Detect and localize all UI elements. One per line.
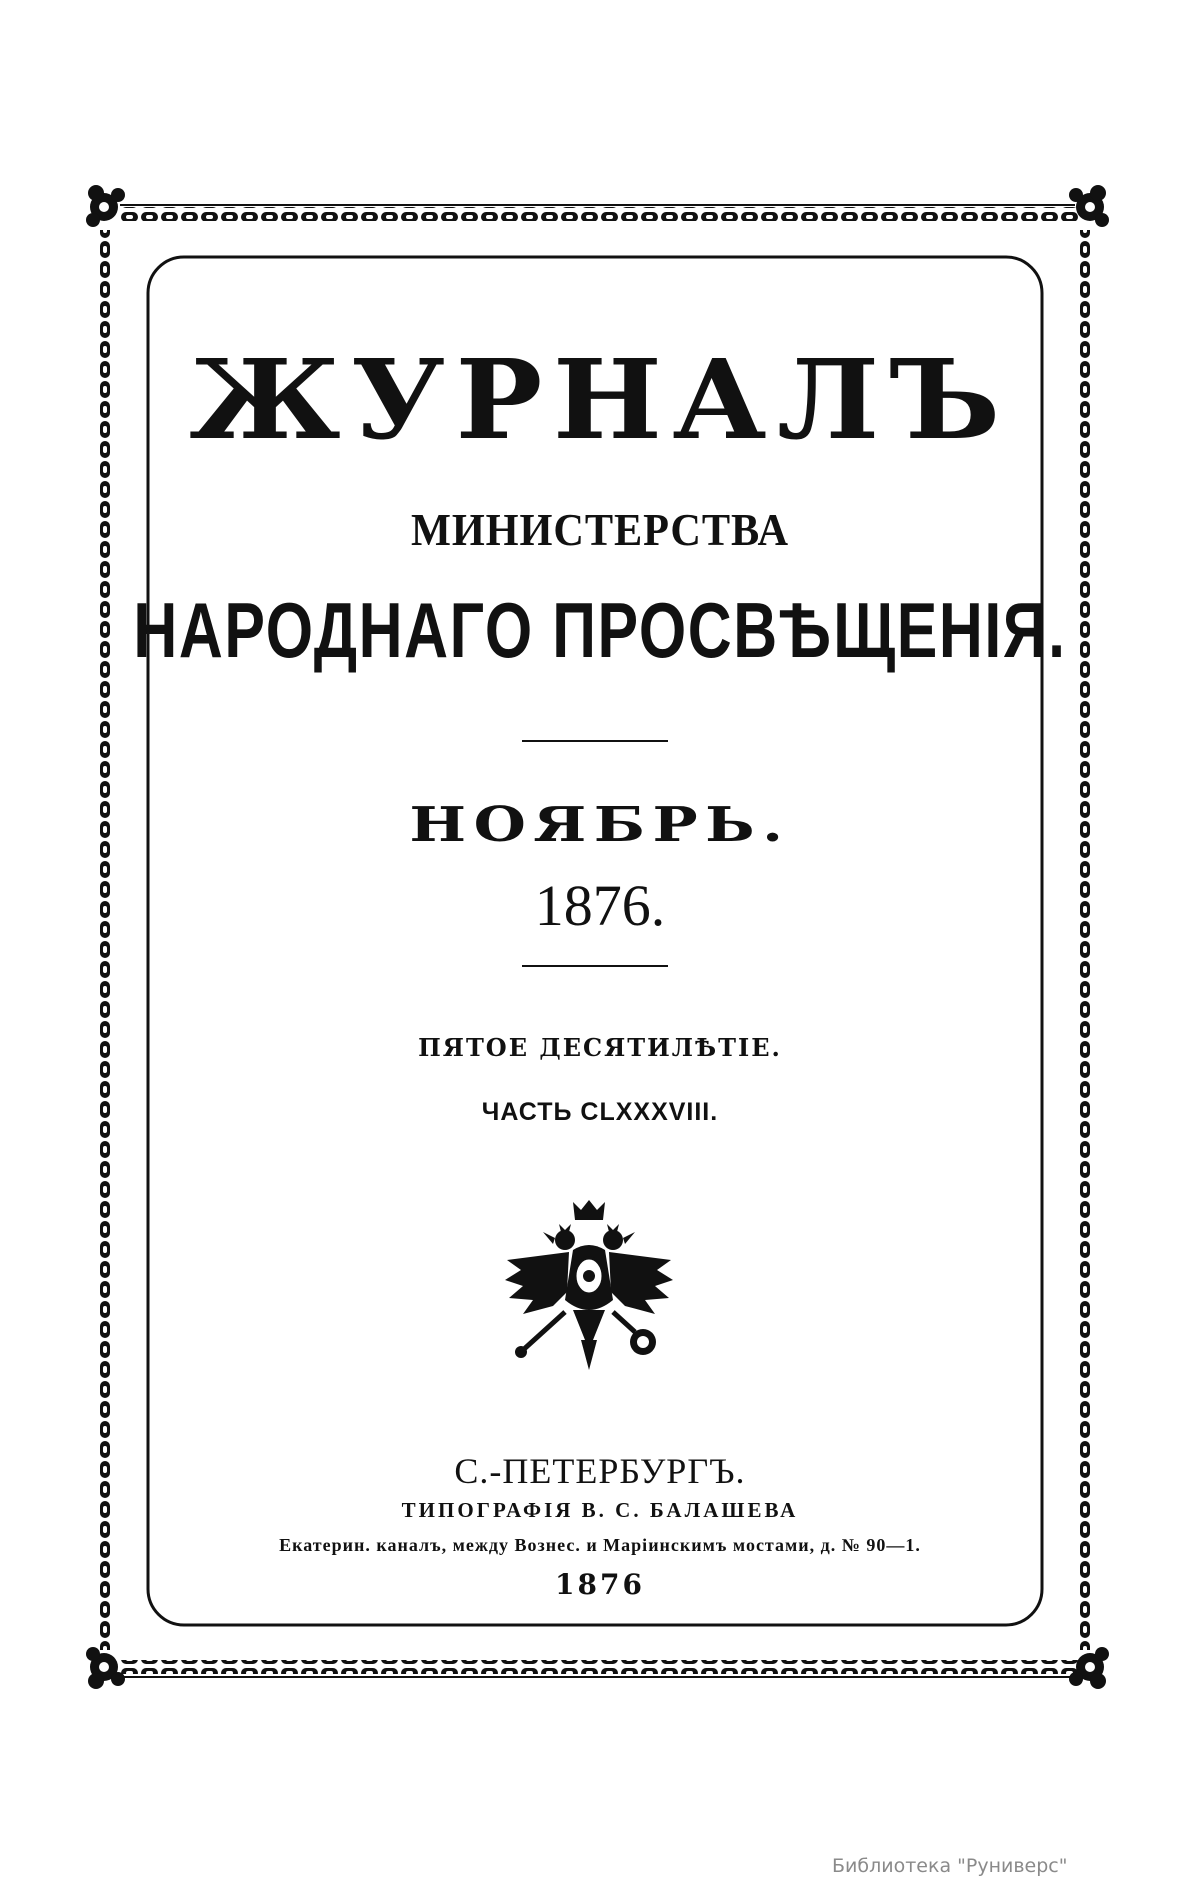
decade-line: ПЯТОЕ ДЕСЯТИЛѢТІЕ.	[418, 1033, 782, 1062]
journal-title: ЖУРНАЛЪ	[189, 335, 1011, 464]
issue-year: 1876.	[534, 873, 666, 938]
imprint-year: 1876	[555, 1568, 645, 1601]
issue-month: НОЯБРЬ.	[409, 797, 791, 853]
imprint-city: С.-ПЕТЕРБУРГЪ.	[454, 1451, 746, 1491]
imprint-printer: ТИПОГРАФІЯ В. С. БАЛАШЕВА	[401, 1498, 799, 1522]
imprint-address: Екатерин. каналъ, между Вознес. и Маріинскимъ мостами, д. № 90—1.	[279, 1535, 921, 1555]
library-watermark: Библиотека "Руниверс"	[832, 1855, 1068, 1877]
corner-ornament-bottom-left	[86, 1647, 125, 1689]
ministry-line: МИНИСТЕРСТВА	[410, 504, 790, 555]
frame-bottom-chain	[120, 1660, 1080, 1674]
double-headed-eagle-icon	[503, 1200, 675, 1384]
frame-top-chain	[120, 207, 1080, 221]
education-line: НАРОДНАГО ПРОСВѢЩЕНІЯ.	[133, 586, 1067, 674]
corner-ornament-top-left	[86, 185, 125, 227]
volume-part: ЧАСТЬ CLXXXVIII.	[481, 1098, 719, 1126]
